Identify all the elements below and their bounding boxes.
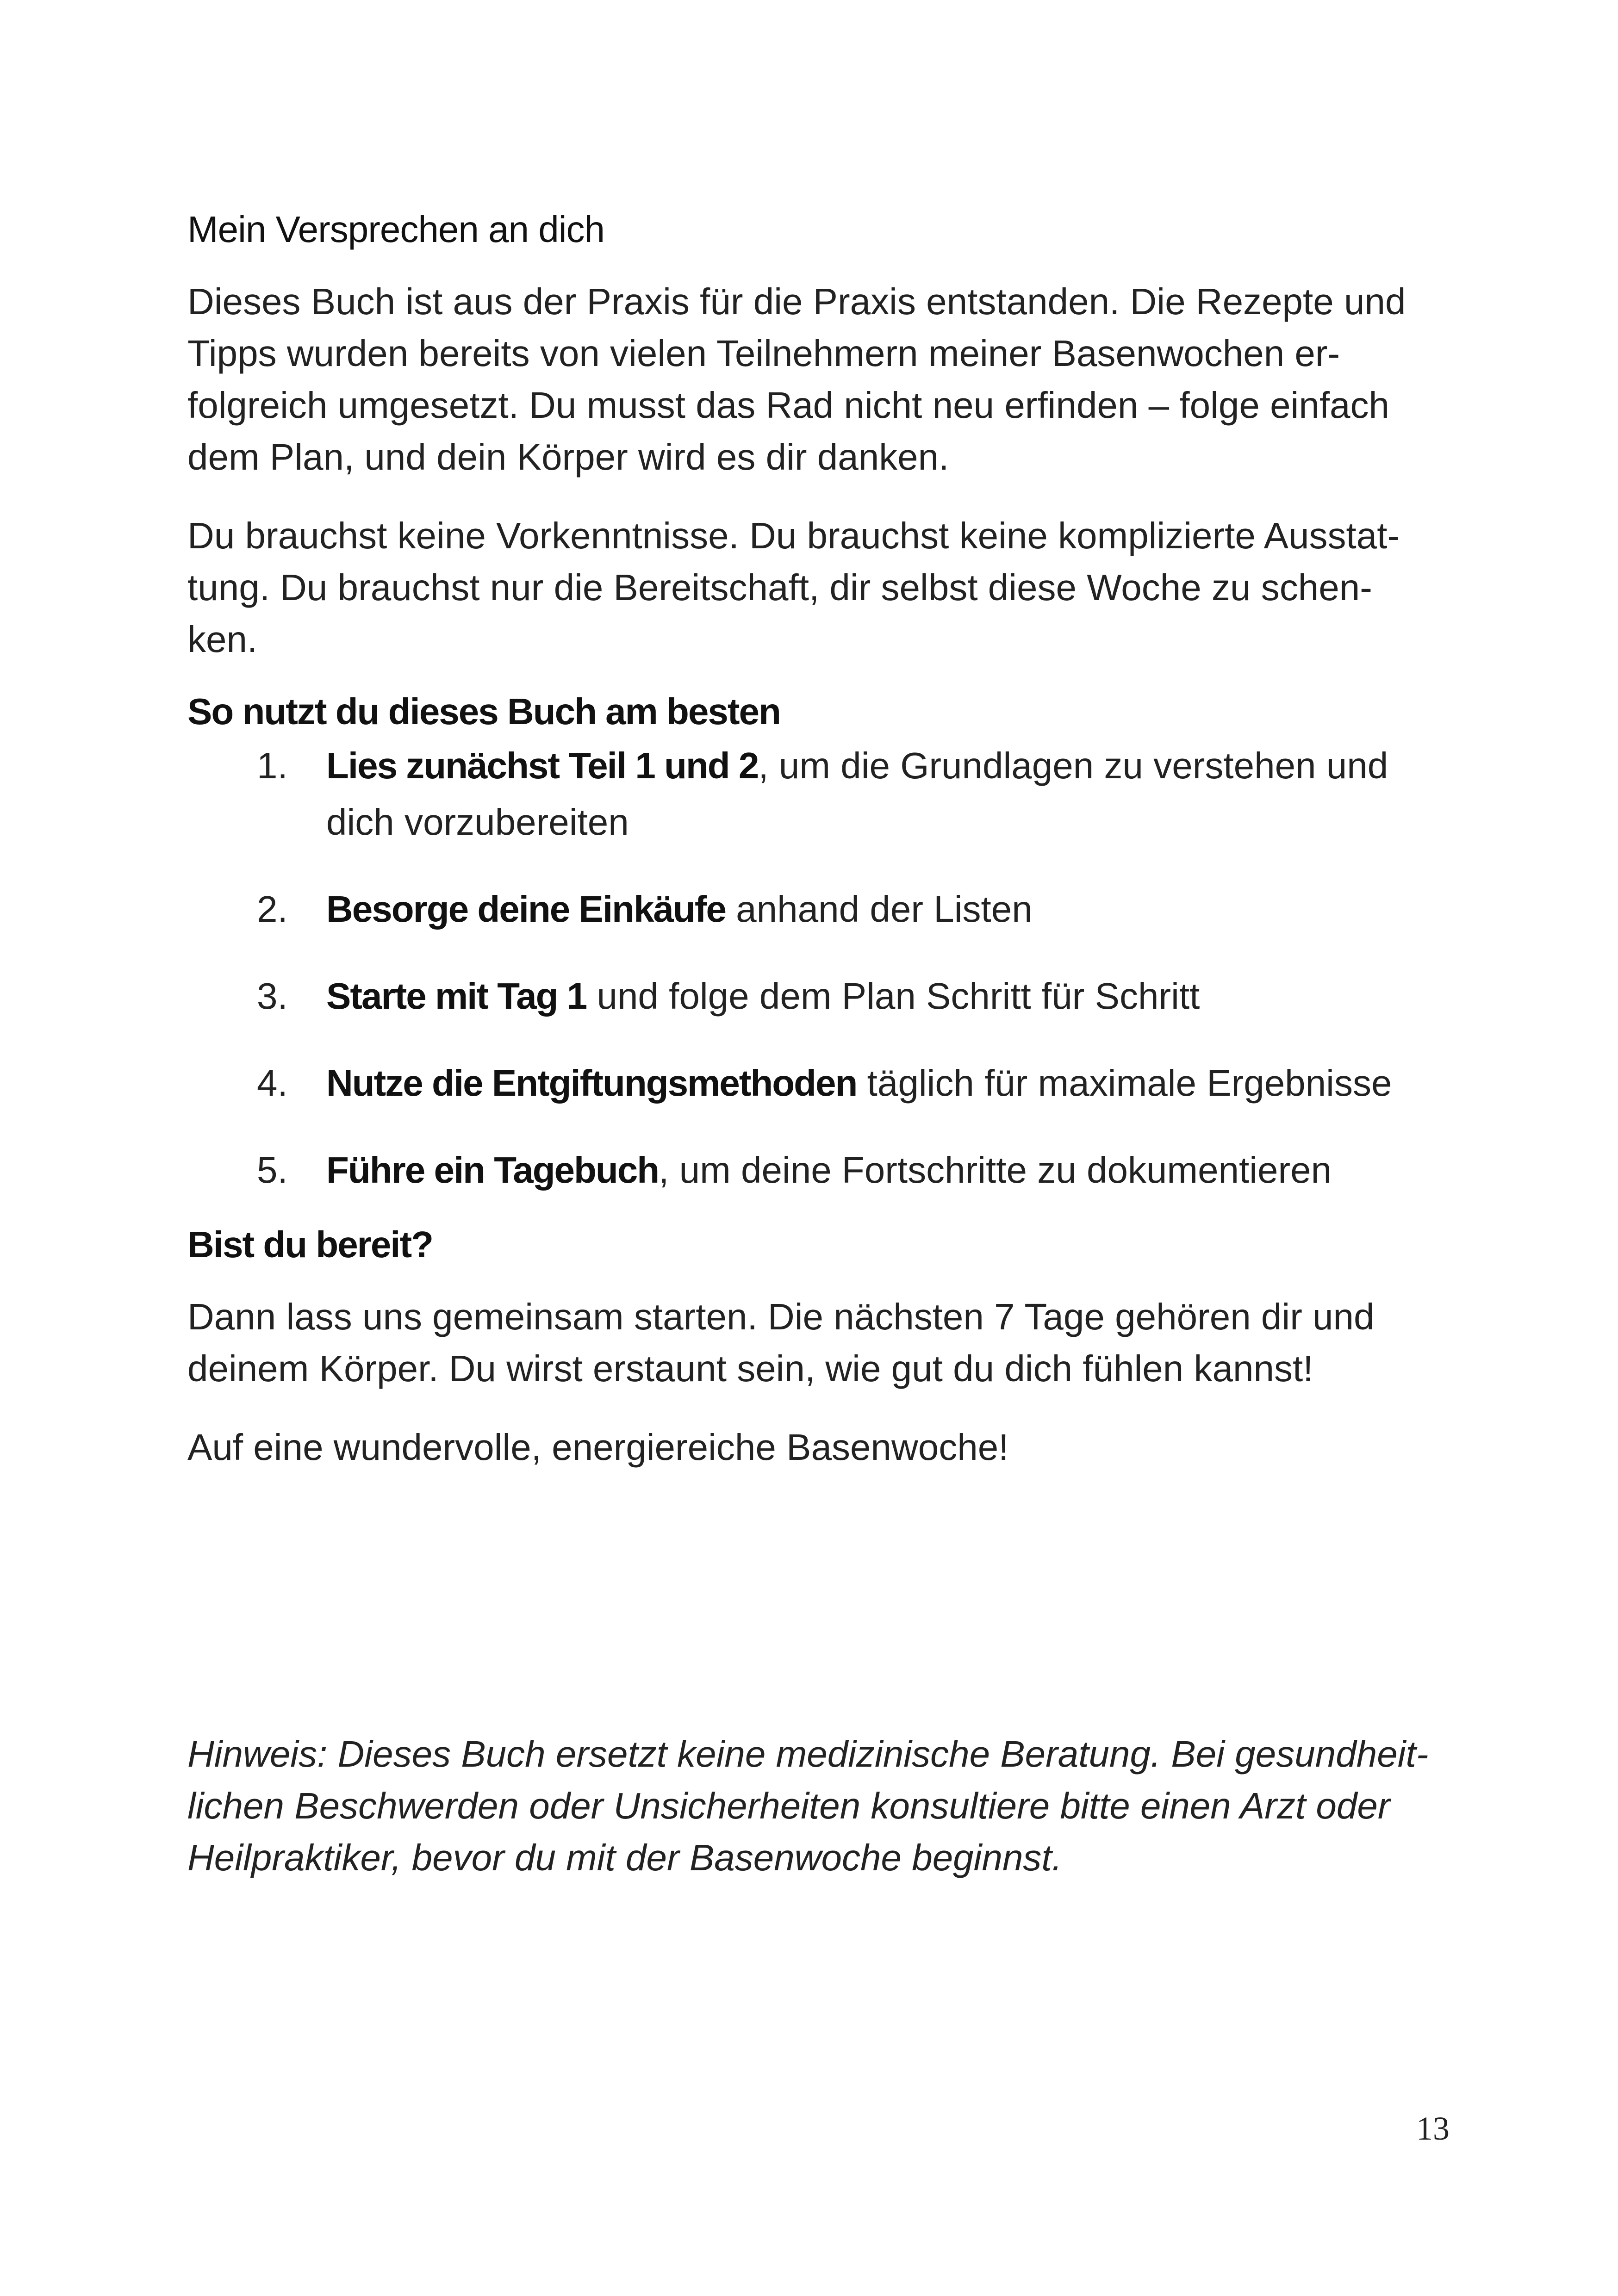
paragraph-promise-2: Du brauchst keine Vorkenntnisse. Du brauchst keine komplizierte Ausstat- tung. Du brauchst nur die Bereitschaft, dir selbst diese Woche zu schen- ken. [187,515,1400,660]
section-heading-usage: So nutzt du dieses Buch am besten [187,691,780,732]
section-heading-ready: Bist du bereit? [187,1224,433,1265]
paragraph-ready-2: Auf eine wundervolle, energiereiche Basenwoche! [187,1427,1009,1468]
paragraph-promise-1: Dieses Buch ist aus der Praxis für die Praxis entstanden. Die Rezepte und Tipps wurden bereits von vielen Teilnehmern meiner Basenwochen er- folgreich umgesetzt. Du musst das Rad nicht neu erfinden – folge einfach dem Plan, und dein Körper wird es dir danken. [187,281,1406,478]
list-item: 4. Nutze die Entgiftungsmethoden täglich für maximale Ergebnisse [257,1062,1392,1104]
page-number: 13 [1416,2110,1450,2147]
section-heading-promise: Mein Versprechen an dich [187,209,604,250]
list-item: 3. Starte mit Tag 1 und folge dem Plan Schritt für Schritt [257,975,1200,1017]
disclaimer-note: Hinweis: Dieses Buch ersetzt keine medizinische Beratung. Bei gesundheit- lichen Beschwerden oder Unsicherheiten konsultiere bitte einen Arzt oder Heilpraktiker, bevor du mit der Basenwoche beginnst. [187,1733,1429,1878]
paragraph-ready-1: Dann lass uns gemeinsam starten. Die nächsten 7 Tage gehören dir und deinem Körper. Du wirst erstaunt sein, wie gut du dich fühlen kannst! [187,1296,1375,1389]
usage-steps-list [187,738,1469,1198]
list-item: 5. Führe ein Tagebuch, um deine Fortschritte zu dokumentieren [257,1149,1332,1191]
list-item: 2. Besorge deine Einkäufe anhand der Listen [257,888,1033,930]
list-item: 1. Lies zunächst Teil 1 und 2, um die Grundlagen zu verstehen und dich vorzubereiten [257,745,1388,843]
page-content [187,204,1469,1473]
